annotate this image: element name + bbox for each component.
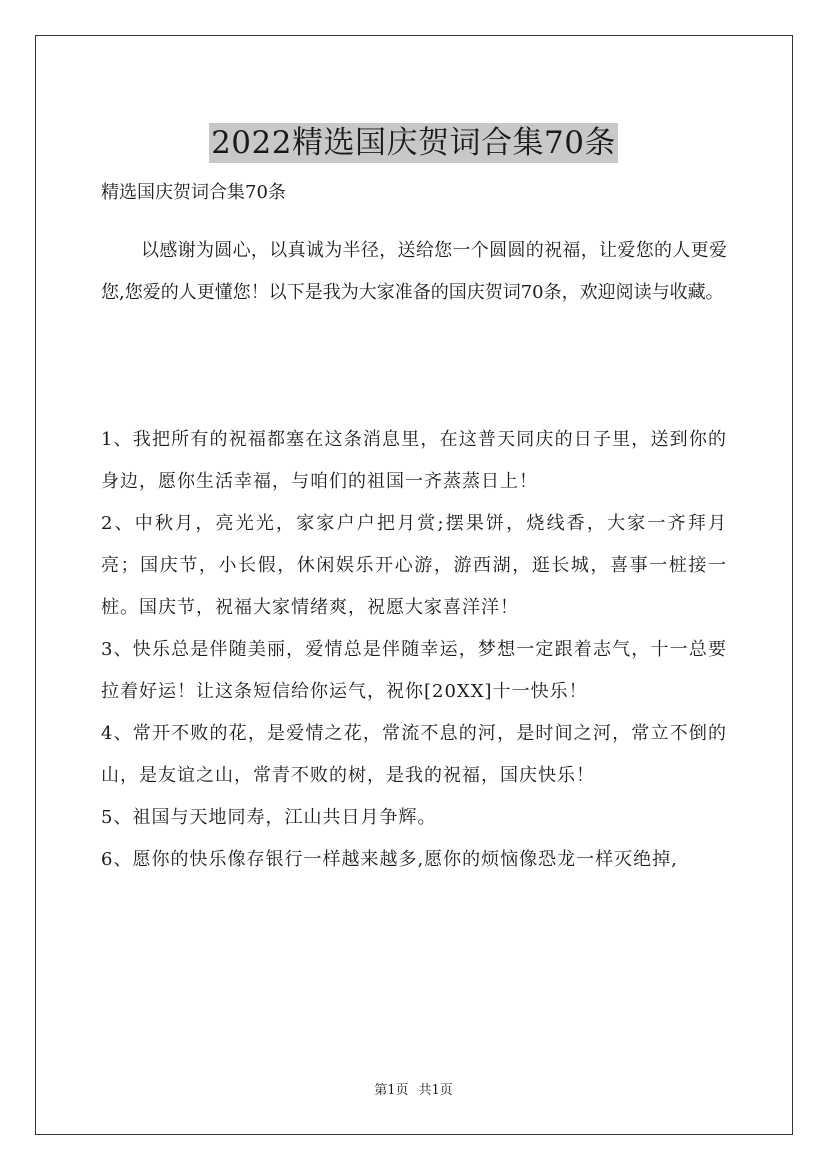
intro-paragraph: 以感谢为圆心，以真诚为半径，送给您一个圆圆的祝福，让爱您的人更爱您,您爱的人更懂您！以下是我为大家准备的国庆贺词70条，欢迎阅读与收藏。 bbox=[101, 240, 727, 303]
page-footer bbox=[0, 1082, 827, 1100]
list-item: 1、我把所有的祝福都塞在这条消息里，在这普天同庆的日子里，送到你的身边，愿你生活幸福，与咱们的祖国一齐蒸蒸日上！ bbox=[101, 429, 727, 492]
list-item: 5、祖国与天地同寿，江山共日月争辉。 bbox=[101, 807, 437, 828]
page-number: 第1页 bbox=[374, 1083, 409, 1098]
page-total: 共1页 bbox=[418, 1083, 453, 1098]
list-item: 2、中秋月，亮光光，家家户户把月赏;摆果饼，烧线香，大家一齐拜月亮；国庆节，小长假，休闲娱乐开心游，游西湖，逛长城，喜事一桩接一桩。国庆节，祝福大家情绪爽，祝愿大家喜洋洋！ bbox=[101, 513, 727, 618]
greetings-list bbox=[101, 419, 727, 881]
document-title: 2022精选国庆贺词合集70条 bbox=[211, 124, 616, 161]
title-area bbox=[0, 102, 827, 184]
list-item: 3、快乐总是伴随美丽，爱情总是伴随幸运，梦想一定跟着志气，十一总要拉着好运！让这条短信给你运气，祝你[20XX]十一快乐！ bbox=[101, 639, 727, 702]
document-subtitle: 精选国庆贺词合集70条 bbox=[101, 182, 286, 203]
list-item: 4、常开不败的花，是爱情之花，常流不息的河，是时间之河，常立不倒的山，是友谊之山，常青不败的树，是我的祝福，国庆快乐！ bbox=[101, 723, 727, 786]
list-item: 6、愿你的快乐像存银行一样越来越多,愿你的烦恼像恐龙一样灭绝掉, bbox=[101, 849, 678, 870]
